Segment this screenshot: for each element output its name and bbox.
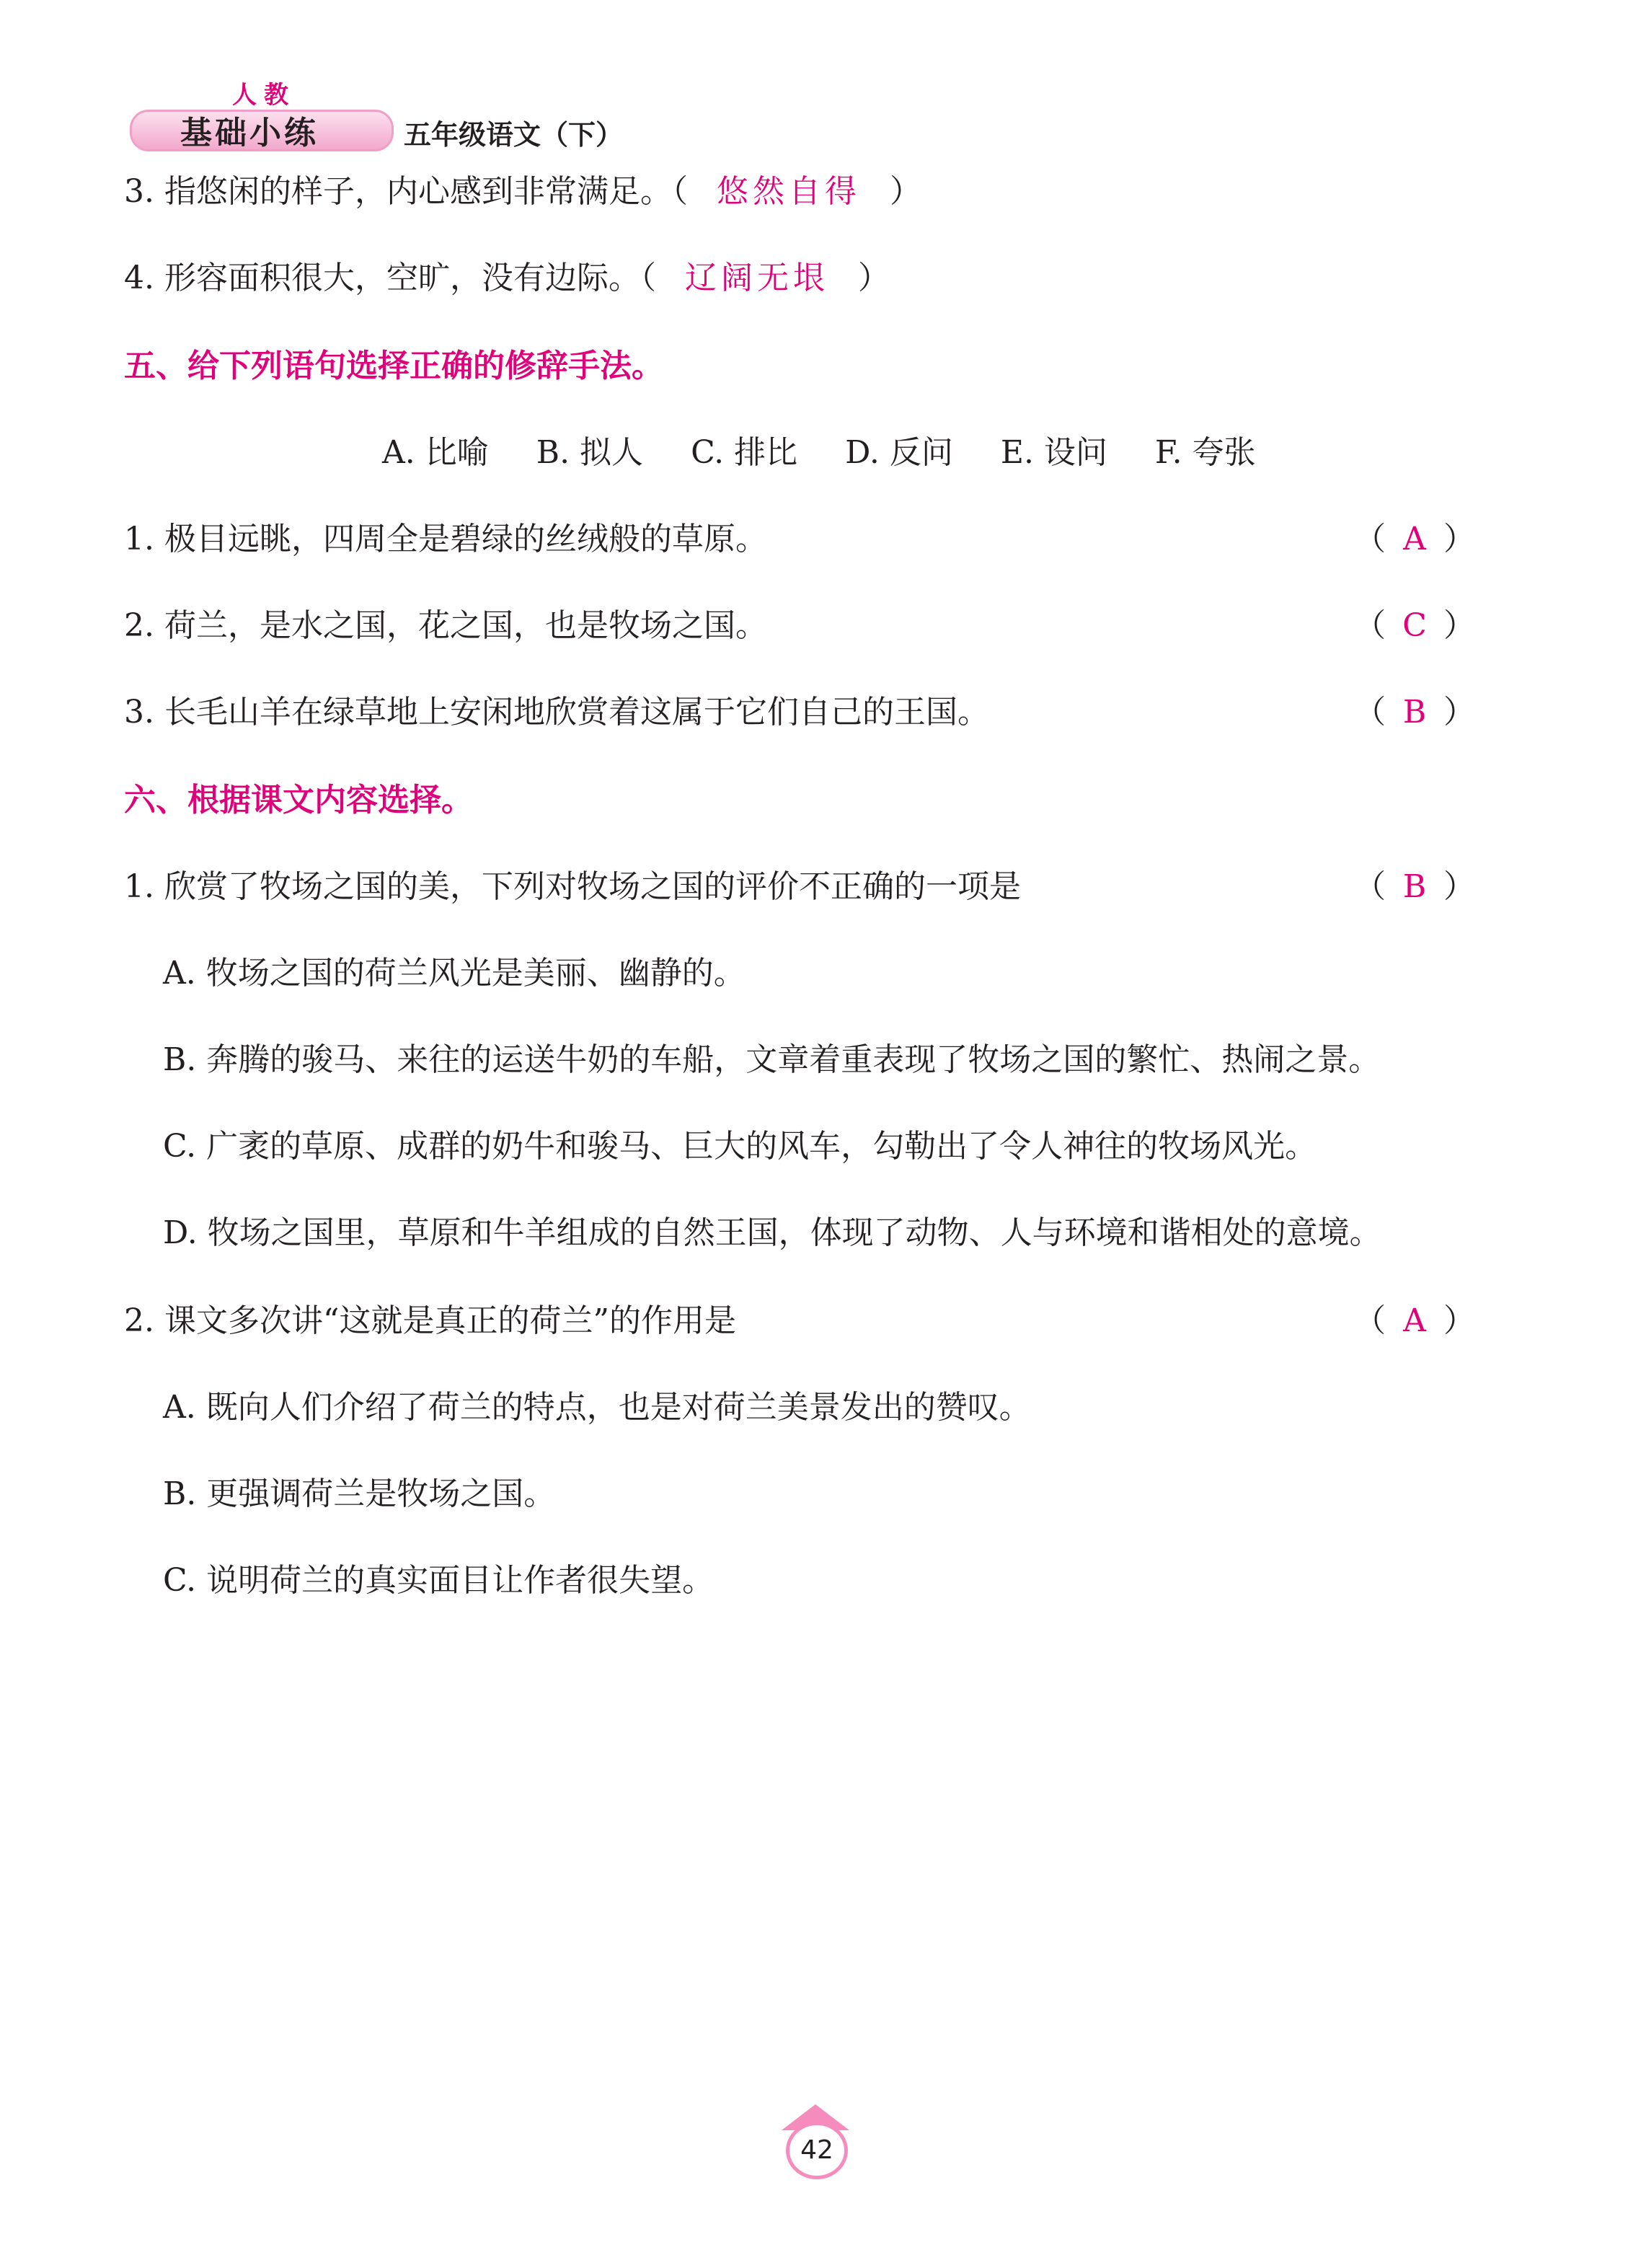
series-title: 基础小练 (180, 115, 319, 151)
question-5-1: 1. 极目远眺，四周全是碧绿的丝绒般的草原。 (124, 521, 767, 557)
question-4-3 (124, 170, 921, 213)
option: B. 拟人 (536, 434, 644, 471)
answer-text: B (1402, 868, 1427, 905)
answer-text: A (1403, 521, 1426, 557)
choice-6-1-a: A. 牧场之国的荷兰风光是美丽、幽静的。 (163, 955, 746, 992)
answer-box: （ A ） (1354, 518, 1475, 561)
choice-6-2-c: C. 说明荷兰的真实面目让作者很失望。 (163, 1562, 715, 1599)
choice-6-1-c: C. 广袤的草原、成群的奶牛和骏马、巨大的风车，勾勒出了令人神往的牧场风光。 (163, 1128, 1317, 1165)
question-6-2: 2. 课文多次讲“这就是真正的荷兰”的作用是 (124, 1302, 736, 1339)
answer-box: （ B ） (1354, 691, 1475, 734)
choice-6-1-b: B. 奔腾的骏马、来往的运送牛奶的车船，文章着重表现了牧场之国的繁忙、热闹之景。 (163, 1041, 1381, 1078)
paren-close: ） (857, 260, 890, 296)
paren-close: ） (889, 173, 921, 210)
answer-text: B (1402, 694, 1427, 731)
option: E. 设问 (1000, 434, 1107, 471)
page-number: 42 (786, 2122, 848, 2179)
answer-box: （ C ） (1354, 604, 1475, 648)
option: D. 反问 (845, 434, 953, 471)
option: C. 排比 (691, 434, 798, 471)
section-5-title: 五、给下列语句选择正确的修辞手法。 (124, 348, 663, 384)
page-header (123, 72, 771, 159)
answer-box: （ A ） (1354, 1300, 1475, 1343)
choice-6-2-b: B. 更强调荷兰是牧场之国。 (163, 1475, 556, 1512)
question-6-1: 1. 欣赏了牧场之国的美，下列对牧场之国的评价不正确的一项是 (124, 868, 1021, 905)
answer-text: 悠然自得 (716, 173, 861, 210)
question-5-3: 3. 长毛山羊在绿草地上安闲地欣赏着这属于它们自己的王国。 (124, 694, 989, 731)
choice-6-2-a: A. 既向人们介绍了荷兰的特点，也是对荷兰美景发出的赞叹。 (163, 1389, 1031, 1426)
question-5-2: 2. 荷兰，是水之国，花之国，也是牧场之国。 (124, 607, 767, 644)
publisher-label: 人教 (232, 81, 296, 110)
option: F. 夸张 (1154, 434, 1256, 471)
section-6-title: 六、根据课文内容选择。 (124, 782, 473, 818)
page-number-badge (776, 2104, 855, 2184)
answer-text: C (1402, 607, 1427, 644)
answer-text: A (1403, 1302, 1426, 1339)
question-4-4 (124, 257, 890, 300)
answer-text: 辽阔无垠 (684, 260, 829, 296)
answer-box: （ B ） (1354, 865, 1475, 909)
question-text: 3. 指悠闲的样子，内心感到非常满足。（ (124, 173, 688, 210)
choice-6-1-d: D. 牧场之国里，草原和牛羊组成的自然王国，体现了动物、人与环境和谐相处的意境。 (163, 1214, 1381, 1251)
grade-subject-label: 五年级语文（下） (404, 119, 624, 151)
rhetoric-options (382, 431, 1293, 475)
option: A. 比喻 (382, 434, 489, 471)
question-text: 4. 形容面积很大，空旷，没有边际。（ (124, 260, 656, 296)
